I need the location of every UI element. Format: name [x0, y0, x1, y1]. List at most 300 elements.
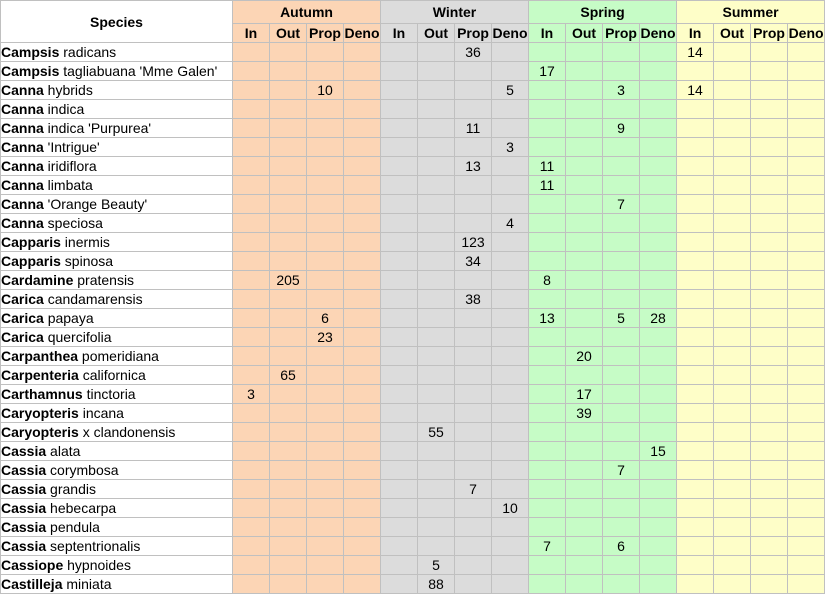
epithet-label: x clandonensis	[78, 424, 176, 440]
count-cell	[455, 100, 492, 119]
species-name-cell	[1, 100, 233, 119]
count-cell	[344, 43, 381, 62]
subcol-winter-prop: Prop	[455, 24, 492, 43]
count-cell	[344, 385, 381, 404]
count-cell	[751, 499, 788, 518]
table-row	[1, 518, 825, 537]
count-cell	[714, 62, 751, 81]
count-cell	[788, 252, 825, 271]
count-cell	[492, 271, 529, 290]
subcol-winter-out: Out	[418, 24, 455, 43]
species-name-cell	[1, 81, 233, 100]
count-cell	[307, 290, 344, 309]
count-cell	[788, 271, 825, 290]
count-cell	[307, 347, 344, 366]
table-row	[1, 366, 825, 385]
subcol-summer-out: Out	[714, 24, 751, 43]
count-cell	[566, 100, 603, 119]
count-cell	[677, 309, 714, 328]
count-cell	[529, 214, 566, 233]
count-cell	[233, 81, 270, 100]
count-cell	[751, 575, 788, 594]
count-cell: 23	[307, 328, 344, 347]
count-cell	[603, 423, 640, 442]
count-cell	[603, 499, 640, 518]
count-cell	[381, 556, 418, 575]
count-cell	[788, 537, 825, 556]
table-row	[1, 214, 825, 233]
count-cell	[418, 480, 455, 499]
epithet-label: pratensis	[73, 272, 135, 288]
count-cell	[307, 62, 344, 81]
count-cell	[714, 176, 751, 195]
count-cell: 55	[418, 423, 455, 442]
species-name-cell	[1, 328, 233, 347]
epithet-label: indica	[43, 101, 85, 117]
count-cell	[381, 385, 418, 404]
count-cell	[714, 309, 751, 328]
count-cell: 5	[492, 81, 529, 100]
count-cell	[714, 290, 751, 309]
species-name-cell	[1, 556, 233, 575]
count-cell	[270, 404, 307, 423]
count-cell: 13	[455, 157, 492, 176]
count-cell	[418, 271, 455, 290]
epithet-label: papaya	[43, 310, 94, 326]
count-cell	[455, 176, 492, 195]
genus-label: Canna	[1, 120, 44, 136]
subcol-autumn-in: In	[233, 24, 270, 43]
count-cell	[307, 119, 344, 138]
count-cell	[788, 81, 825, 100]
table-row	[1, 252, 825, 271]
genus-label: Cassia	[1, 519, 47, 535]
epithet-label: quercifolia	[43, 329, 112, 345]
count-cell	[566, 518, 603, 537]
count-cell	[529, 252, 566, 271]
count-cell	[566, 252, 603, 271]
count-cell	[640, 271, 677, 290]
table-row	[1, 423, 825, 442]
count-cell	[640, 518, 677, 537]
count-cell: 9	[603, 119, 640, 138]
count-cell	[788, 442, 825, 461]
count-cell	[640, 385, 677, 404]
count-cell	[714, 518, 751, 537]
count-cell	[492, 442, 529, 461]
count-cell	[640, 214, 677, 233]
count-cell	[381, 499, 418, 518]
count-cell	[677, 556, 714, 575]
count-cell	[233, 290, 270, 309]
count-cell: 11	[455, 119, 492, 138]
count-cell	[455, 366, 492, 385]
count-cell	[492, 100, 529, 119]
count-cell	[714, 81, 751, 100]
count-cell	[492, 385, 529, 404]
subcol-spring-in: In	[529, 24, 566, 43]
count-cell	[418, 157, 455, 176]
count-cell	[640, 537, 677, 556]
count-cell	[566, 81, 603, 100]
count-cell	[677, 62, 714, 81]
count-cell	[492, 537, 529, 556]
species-name-cell	[1, 176, 233, 195]
epithet-label: 'Intrigue'	[43, 139, 100, 155]
count-cell	[344, 366, 381, 385]
genus-label: Caryopteris	[1, 424, 79, 440]
count-cell	[529, 290, 566, 309]
count-cell: 14	[677, 43, 714, 62]
count-cell	[233, 214, 270, 233]
season-header-summer: Summer	[677, 1, 825, 24]
count-cell	[751, 537, 788, 556]
count-cell	[307, 556, 344, 575]
count-cell	[455, 518, 492, 537]
count-cell	[233, 461, 270, 480]
count-cell	[233, 575, 270, 594]
count-cell	[677, 290, 714, 309]
count-cell	[603, 157, 640, 176]
count-cell	[307, 537, 344, 556]
count-cell	[751, 461, 788, 480]
count-cell: 17	[529, 62, 566, 81]
count-cell	[307, 423, 344, 442]
table-row	[1, 119, 825, 138]
count-cell	[344, 100, 381, 119]
count-cell	[714, 575, 751, 594]
count-cell	[529, 195, 566, 214]
count-cell: 3	[603, 81, 640, 100]
genus-label: Carica	[1, 329, 44, 345]
count-cell	[418, 347, 455, 366]
count-cell: 10	[492, 499, 529, 518]
count-cell	[640, 461, 677, 480]
count-cell	[714, 385, 751, 404]
count-cell	[714, 271, 751, 290]
genus-label: Carpenteria	[1, 367, 79, 383]
subcol-spring-out: Out	[566, 24, 603, 43]
count-cell	[788, 233, 825, 252]
count-cell	[714, 100, 751, 119]
count-cell	[233, 480, 270, 499]
count-cell	[381, 575, 418, 594]
count-cell	[381, 537, 418, 556]
count-cell: 11	[529, 176, 566, 195]
epithet-label: spinosa	[60, 253, 114, 269]
count-cell	[381, 157, 418, 176]
count-cell	[529, 119, 566, 138]
count-cell	[344, 347, 381, 366]
count-cell	[381, 195, 418, 214]
table-row	[1, 461, 825, 480]
count-cell	[566, 537, 603, 556]
count-cell	[418, 442, 455, 461]
count-cell	[270, 81, 307, 100]
species-name-cell	[1, 157, 233, 176]
count-cell	[270, 309, 307, 328]
genus-label: Canna	[1, 196, 44, 212]
count-cell	[381, 366, 418, 385]
count-cell	[751, 309, 788, 328]
count-cell	[307, 43, 344, 62]
epithet-label: hypnoides	[63, 557, 131, 573]
count-cell	[270, 499, 307, 518]
genus-label: Canna	[1, 101, 44, 117]
count-cell	[529, 442, 566, 461]
count-cell	[677, 423, 714, 442]
count-cell	[714, 480, 751, 499]
epithet-label: pendula	[46, 519, 100, 535]
count-cell	[270, 157, 307, 176]
count-cell	[566, 556, 603, 575]
count-cell	[603, 252, 640, 271]
count-cell	[677, 461, 714, 480]
count-cell	[381, 309, 418, 328]
season-header-autumn: Autumn	[233, 1, 381, 24]
count-cell	[714, 347, 751, 366]
count-cell	[640, 43, 677, 62]
count-cell	[381, 100, 418, 119]
genus-label: Campsis	[1, 63, 60, 79]
count-cell	[344, 233, 381, 252]
count-cell	[566, 328, 603, 347]
epithet-label: inermis	[60, 234, 110, 250]
count-cell	[603, 480, 640, 499]
subcol-spring-deno: Deno	[640, 25, 676, 41]
count-cell	[381, 119, 418, 138]
count-cell	[307, 461, 344, 480]
count-cell: 7	[455, 480, 492, 499]
count-cell	[677, 328, 714, 347]
count-cell	[492, 233, 529, 252]
count-cell: 34	[455, 252, 492, 271]
count-cell	[344, 556, 381, 575]
count-cell	[418, 62, 455, 81]
species-name-cell	[1, 119, 233, 138]
count-cell	[233, 271, 270, 290]
table-row	[1, 195, 825, 214]
count-cell	[418, 461, 455, 480]
count-cell	[603, 328, 640, 347]
epithet-label: tagliabuana 'Mme Galen'	[59, 63, 218, 79]
count-cell	[640, 157, 677, 176]
count-cell	[640, 195, 677, 214]
count-cell	[529, 518, 566, 537]
count-cell	[344, 423, 381, 442]
count-cell: 13	[529, 309, 566, 328]
count-cell	[603, 518, 640, 537]
species-name-cell	[1, 252, 233, 271]
count-cell	[640, 119, 677, 138]
count-cell	[455, 442, 492, 461]
count-cell	[566, 62, 603, 81]
count-cell	[677, 480, 714, 499]
epithet-label: hebecarpa	[46, 500, 117, 516]
count-cell	[566, 366, 603, 385]
count-cell	[529, 43, 566, 62]
count-cell	[529, 233, 566, 252]
count-cell	[270, 43, 307, 62]
count-cell	[751, 290, 788, 309]
count-cell: 123	[455, 233, 492, 252]
subcol-autumn-out: Out	[270, 24, 307, 43]
epithet-label: limbata	[43, 177, 93, 193]
genus-label: Canna	[1, 177, 44, 193]
count-cell	[751, 176, 788, 195]
count-cell	[344, 461, 381, 480]
count-cell	[381, 62, 418, 81]
count-cell	[603, 233, 640, 252]
count-cell: 88	[418, 575, 455, 594]
count-cell	[307, 195, 344, 214]
count-cell	[751, 347, 788, 366]
count-cell	[529, 138, 566, 157]
count-cell	[751, 233, 788, 252]
count-cell	[788, 518, 825, 537]
count-cell	[492, 423, 529, 442]
count-cell	[640, 328, 677, 347]
count-cell	[714, 195, 751, 214]
table-row	[1, 556, 825, 575]
species-name-cell	[1, 385, 233, 404]
subcol-winter-deno: Deno	[492, 25, 528, 41]
count-cell	[677, 518, 714, 537]
species-name-cell	[1, 309, 233, 328]
genus-label: Canna	[1, 158, 44, 174]
count-cell	[640, 138, 677, 157]
count-cell	[751, 195, 788, 214]
count-cell	[307, 480, 344, 499]
table-body	[1, 43, 825, 594]
count-cell	[270, 347, 307, 366]
count-cell: 38	[455, 290, 492, 309]
count-cell	[418, 100, 455, 119]
count-cell	[492, 518, 529, 537]
count-cell: 5	[603, 309, 640, 328]
count-cell	[677, 214, 714, 233]
count-cell	[640, 404, 677, 423]
count-cell	[270, 575, 307, 594]
count-cell	[381, 290, 418, 309]
count-cell	[529, 480, 566, 499]
count-cell	[566, 157, 603, 176]
count-cell	[714, 442, 751, 461]
count-cell	[381, 423, 418, 442]
count-cell	[455, 347, 492, 366]
epithet-label: californica	[78, 367, 146, 383]
genus-label: Cassia	[1, 481, 47, 497]
species-name-cell	[1, 195, 233, 214]
count-cell	[270, 62, 307, 81]
count-cell	[566, 575, 603, 594]
count-cell	[492, 575, 529, 594]
species-name-cell	[1, 461, 233, 480]
count-cell	[640, 366, 677, 385]
count-cell	[418, 290, 455, 309]
table-row	[1, 233, 825, 252]
count-cell	[418, 252, 455, 271]
count-cell	[566, 480, 603, 499]
count-cell	[455, 271, 492, 290]
genus-label: Canna	[1, 82, 44, 98]
species-name-cell	[1, 518, 233, 537]
species-name-cell	[1, 214, 233, 233]
count-cell	[751, 442, 788, 461]
count-cell	[344, 252, 381, 271]
count-cell	[677, 195, 714, 214]
genus-label: Cassia	[1, 500, 47, 516]
count-cell	[381, 347, 418, 366]
count-cell: 10	[307, 81, 344, 100]
count-cell	[381, 43, 418, 62]
count-cell: 17	[566, 385, 603, 404]
count-cell	[233, 518, 270, 537]
count-cell	[307, 157, 344, 176]
count-cell	[529, 499, 566, 518]
count-cell	[307, 233, 344, 252]
count-cell	[381, 176, 418, 195]
epithet-label: corymbosa	[46, 462, 119, 478]
count-cell: 7	[603, 461, 640, 480]
subcol-autumn-prop: Prop	[307, 24, 344, 43]
species-name-cell	[1, 233, 233, 252]
genus-label: Carpanthea	[1, 348, 79, 364]
count-cell	[566, 442, 603, 461]
count-cell	[788, 575, 825, 594]
count-cell	[677, 442, 714, 461]
count-cell	[344, 404, 381, 423]
species-name-cell	[1, 575, 233, 594]
count-cell	[677, 138, 714, 157]
epithet-label: alata	[46, 443, 81, 459]
count-cell	[640, 252, 677, 271]
count-cell	[344, 271, 381, 290]
genus-label: Campsis	[1, 44, 60, 60]
count-cell	[270, 252, 307, 271]
count-cell	[270, 480, 307, 499]
count-cell	[270, 328, 307, 347]
subcol-autumn-deno: Deno	[344, 25, 380, 41]
count-cell	[566, 233, 603, 252]
count-cell	[788, 138, 825, 157]
count-cell: 205	[270, 271, 307, 290]
epithet-label: 'Orange Beauty'	[43, 196, 148, 212]
count-cell	[751, 271, 788, 290]
count-cell	[603, 271, 640, 290]
count-cell	[233, 100, 270, 119]
count-cell	[381, 480, 418, 499]
count-cell	[714, 461, 751, 480]
epithet-label: grandis	[46, 481, 96, 497]
genus-label: Carica	[1, 291, 44, 307]
count-cell	[566, 290, 603, 309]
count-cell	[566, 195, 603, 214]
species-name-cell	[1, 62, 233, 81]
count-cell	[307, 176, 344, 195]
count-cell	[677, 404, 714, 423]
count-cell	[307, 271, 344, 290]
count-cell	[751, 366, 788, 385]
table-row	[1, 347, 825, 366]
count-cell	[677, 119, 714, 138]
species-name-cell	[1, 442, 233, 461]
genus-label: Canna	[1, 215, 44, 231]
count-cell	[603, 43, 640, 62]
count-cell	[788, 556, 825, 575]
count-cell	[751, 81, 788, 100]
table-row	[1, 290, 825, 309]
